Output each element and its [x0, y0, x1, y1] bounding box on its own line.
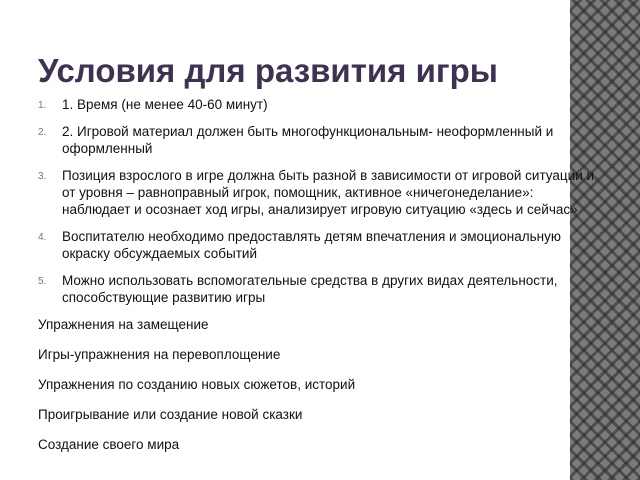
paragraph-own-world: Создание своего мира — [38, 437, 180, 452]
slide-body — [38, 96, 600, 466]
list-item-text: Воспитателю необходимо предоставлять детям впечатления и эмоциональную окраску обсуждаемых событий — [62, 229, 561, 261]
list-number: 4. — [38, 232, 47, 243]
slide-title: Условия для развития игры — [38, 52, 498, 89]
list-item-text: 2. Игровой материал должен быть многофункциональным- неоформленный и оформленный — [62, 124, 554, 156]
conditions-list — [38, 96, 600, 306]
paragraph-new-plots-exercises: Упражнения по созданию новых сюжетов, историй — [38, 377, 356, 392]
list-number: 1. — [38, 100, 47, 111]
list-item — [38, 123, 600, 157]
paragraph-substitution-exercises: Упражнения на замещение — [38, 317, 209, 332]
list-number: 5. — [38, 276, 47, 287]
list-item-text: Позиция взрослого в игре должна быть разной в зависимости от игровой ситуации и от уровня – равноправный игрок, помощник, активное «ничегонеделание»: наблюдает и осознает ход игры, анализирует игровую ситуацию «здесь и сейчас» — [62, 168, 595, 217]
list-item-text: Можно использовать вспомогательные средства в других видах деятельности, способствующие развитию игры — [62, 273, 558, 305]
list-item — [38, 272, 600, 306]
list-item — [38, 96, 600, 113]
paragraph-transformation-games: Игры-упражнения на перевоплощение — [38, 347, 281, 362]
list-number: 3. — [38, 171, 47, 182]
list-item — [38, 167, 600, 218]
list-number: 2. — [38, 127, 47, 138]
paragraph-new-fairy-tale: Проигрывание или создание новой сказки — [38, 407, 303, 422]
list-item-text: 1. Время (не менее 40-60 минут) — [62, 97, 268, 112]
list-item — [38, 228, 600, 262]
